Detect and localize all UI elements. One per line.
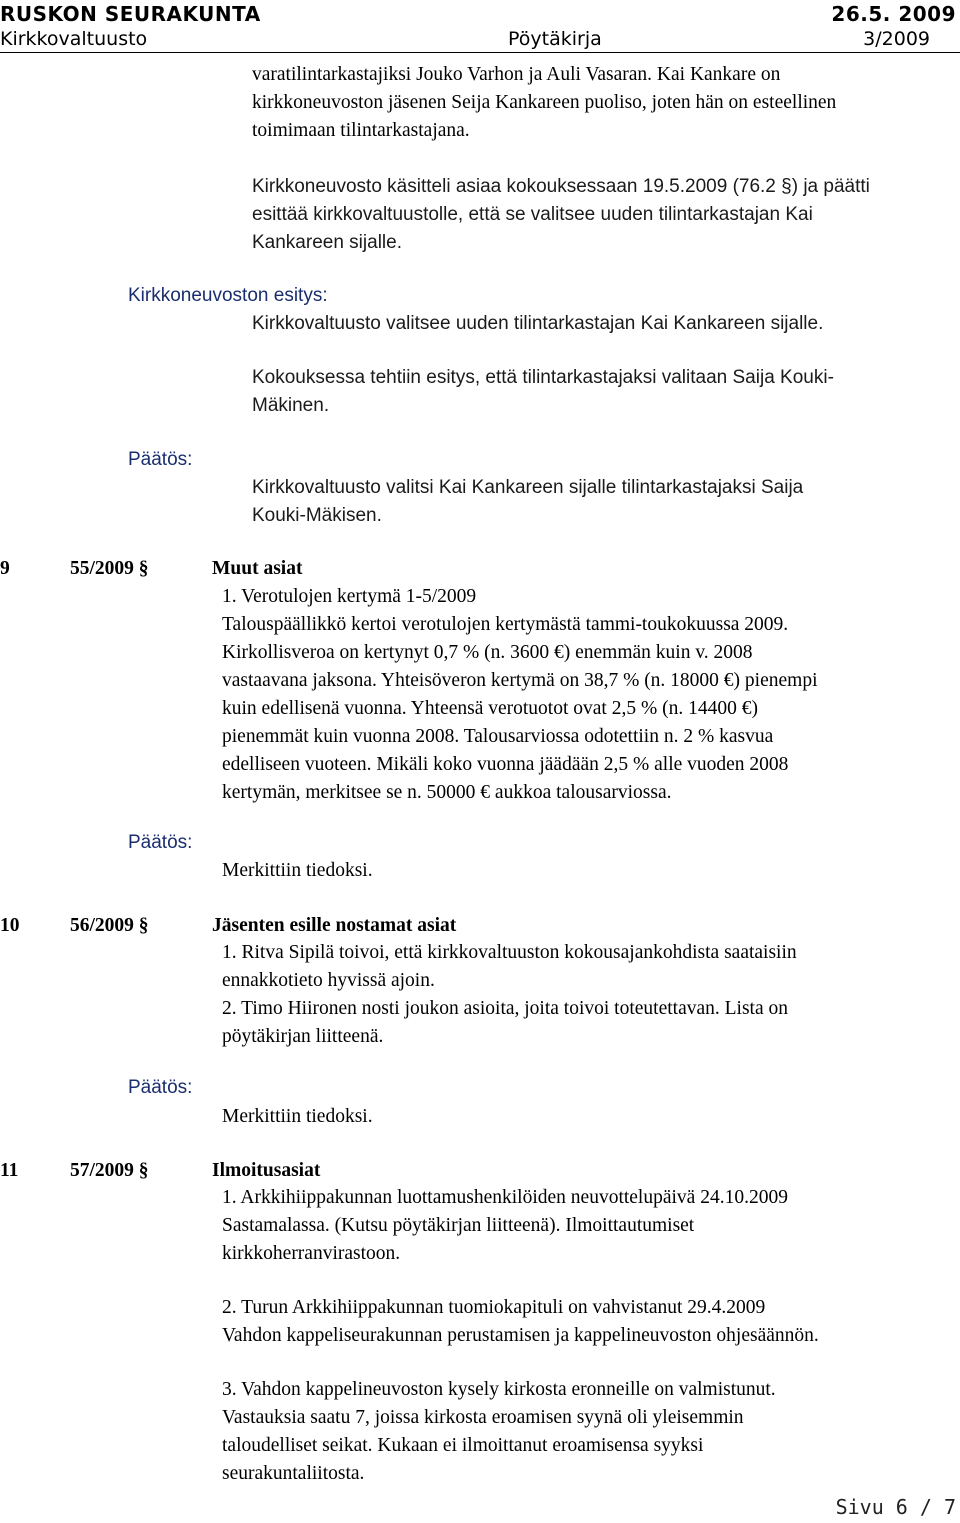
section-reference: 55/2009 §	[70, 558, 149, 579]
section-body-line: kuin edellisenä vuonna. Yhteensä verotuotot ovat 2,5 % (n. 14400 €)	[222, 698, 758, 719]
section-body-line: 1. Verotulojen kertymä 1-5/2009	[222, 586, 477, 607]
notice-item-line: taloudelliset seikat. Kukaan ei ilmoittanut eroamisensa syyksi	[222, 1435, 704, 1456]
intro-line: toimimaan tilintarkastajana.	[252, 120, 470, 141]
section-body-line: Kirkollisveroa on kertynyt 0,7 % (n. 3600 €) enemmän kuin v. 2008	[222, 642, 753, 663]
section-body-line: pöytäkirjan liitteenä.	[222, 1026, 384, 1047]
meeting-line: Mäkinen.	[252, 395, 330, 416]
meeting-line: Kokouksessa tehtiin esitys, että tilintarkastajaksi valitaan Saija Kouki-	[252, 367, 834, 388]
document-number: 3/2009	[863, 28, 930, 50]
decision-text: Merkittiin tiedoksi.	[222, 860, 373, 881]
section-ref-text: 55/2009	[70, 558, 134, 579]
notice-item-line: Vahdon kappeliseurakunnan perustamisen ja kappelineuvoston ohjesäännön.	[222, 1325, 819, 1346]
section-ref-text: 56/2009	[70, 915, 134, 936]
organization-name: RUSKON SEURAKUNTA	[0, 2, 261, 26]
council-line: Kirkkoneuvosto käsitteli asiaa kokouksessaan 19.5.2009 (76.2 §) ja päätti	[252, 176, 870, 197]
notice-item-line: Sastamalassa. (Kutsu pöytäkirjan liitteenä). Ilmoittautumiset	[222, 1215, 695, 1236]
meeting-date: 26.5. 2009	[831, 2, 956, 26]
notice-item-line: seurakuntaliitosta.	[222, 1463, 365, 1484]
council-line: esittää kirkkovaltuustolle, että se valitsee uuden tilintarkastajan Kai	[252, 204, 813, 225]
section-body-line: 2. Timo Hiironen nosti joukon asioita, joita toivoi toteutettavan. Lista on	[222, 998, 789, 1019]
section-title: Jäsenten esille nostamat asiat	[212, 915, 457, 936]
section-reference: 56/2009 §	[70, 915, 149, 936]
decision-line: Kirkkovaltuusto valitsi Kai Kankareen sijalle tilintarkastajaksi Saija	[252, 477, 804, 498]
intro-line: varatilintarkastajiksi Jouko Varhon ja Auli Vasaran. Kai Kankare on	[252, 64, 781, 85]
section-reference: 57/2009 §	[70, 1160, 149, 1181]
section-body-line: pienemmät kuin vuonna 2008. Talousarviossa odotettiin n. 2 % kasvua	[222, 726, 774, 747]
notice-item-line: 3. Vahdon kappelineuvoston kysely kirkosta eronneille on valmistunut.	[222, 1379, 776, 1400]
section-number: 10	[0, 915, 20, 936]
section-body-line: 1. Ritva Sipilä toivoi, että kirkkovaltuuston kokousajankohdista saataisiin	[222, 942, 797, 963]
proposal-text: Kirkkovaltuusto valitsee uuden tilintarkastajan Kai Kankareen sijalle.	[252, 313, 824, 334]
section-body-line: kertymän, merkitsee se n. 50000 € aukkoa talousarviossa.	[222, 782, 672, 803]
section-ref-text: 57/2009	[70, 1160, 134, 1181]
document-type: Pöytäkirja	[508, 28, 602, 50]
section-number: 11	[0, 1160, 19, 1181]
decision-label: Päätös:	[128, 1077, 193, 1098]
section-body-line: ennakkotieto hyvissä ajoin.	[222, 970, 435, 991]
section-title: Muut asiat	[212, 558, 303, 579]
section-number: 9	[0, 558, 10, 579]
decision-label: Päätös:	[128, 449, 193, 470]
proposal-label: Kirkkoneuvoston esitys:	[128, 285, 328, 306]
page-number: Sivu 6 / 7	[835, 1495, 956, 1519]
header-divider	[0, 52, 960, 53]
section-body-line: Talouspäällikkö kertoi verotulojen kertymästä tammi-toukokuussa 2009.	[222, 614, 789, 635]
governing-body: Kirkkovaltuusto	[0, 28, 148, 50]
notice-item-line: 2. Turun Arkkihiippakunnan tuomiokapituli on vahvistanut 29.4.2009	[222, 1297, 766, 1318]
section-title: Ilmoitusasiat	[212, 1160, 321, 1181]
notice-item-line: Vastauksia saatu 7, joissa kirkosta eroamisen syynä oli yleisemmin	[222, 1407, 744, 1428]
section-body-line: edelliseen vuoteen. Mikäli koko vuonna jäädään 2,5 % alle vuoden 2008	[222, 754, 789, 775]
decision-text: Merkittiin tiedoksi.	[222, 1106, 373, 1127]
section-body-line: vastaavana jaksona. Yhteisöveron kertymä on 38,7 % (n. 18000 €) pienempi	[222, 670, 818, 691]
decision-label: Päätös:	[128, 832, 193, 853]
notice-item-line: kirkkoherranvirastoon.	[222, 1243, 401, 1264]
decision-line: Kouki-Mäkisen.	[252, 505, 382, 526]
council-line: Kankareen sijalle.	[252, 232, 402, 253]
notice-item-line: 1. Arkkihiippakunnan luottamushenkilöiden neuvottelupäivä 24.10.2009	[222, 1187, 788, 1208]
intro-line: kirkkoneuvoston jäsenen Seija Kankareen puoliso, joten hän on esteellinen	[252, 92, 837, 113]
